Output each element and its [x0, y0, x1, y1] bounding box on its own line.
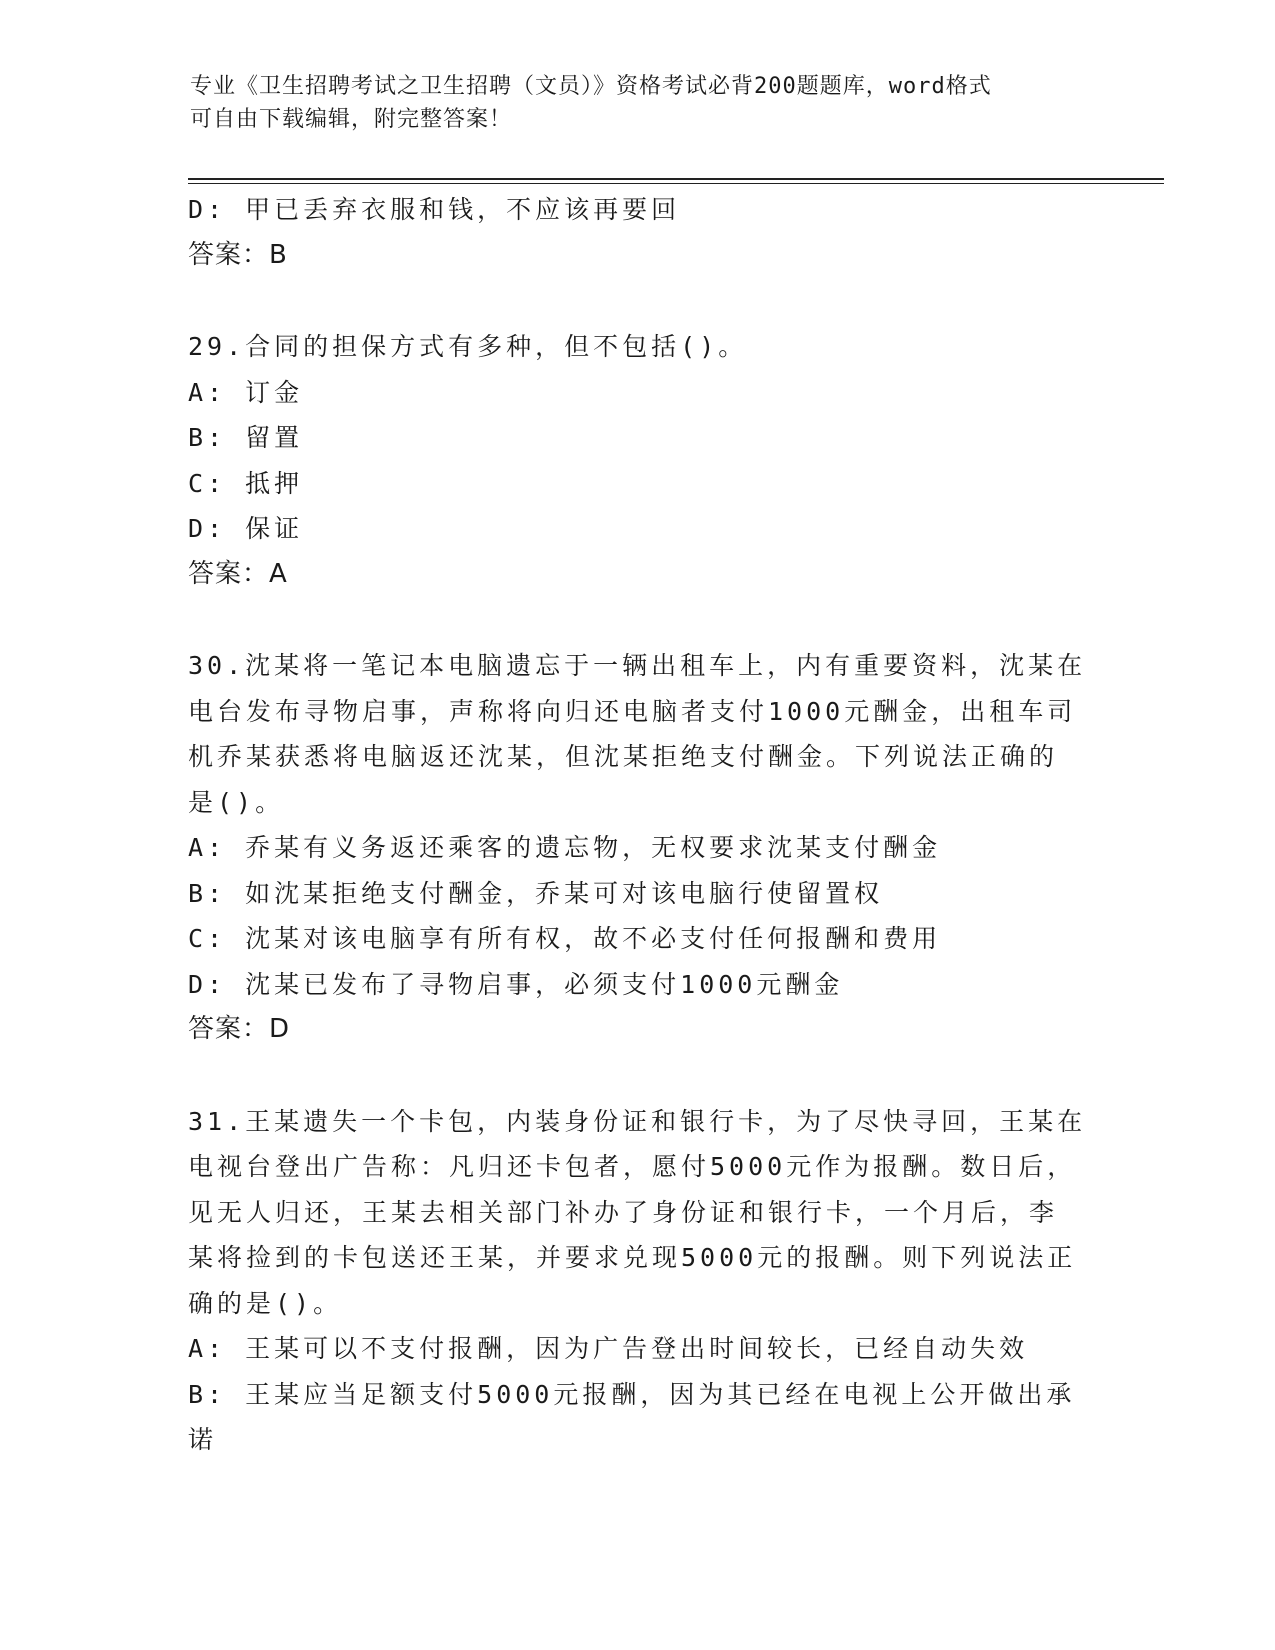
question-stem-line: 机乔某获悉将电脑返还沈某，但沈某拒绝支付酬金。下列说法正确的 — [188, 742, 1059, 771]
option-d: D: 保证 — [188, 514, 304, 543]
option-a: A: 乔某有义务返还乘客的遗忘物，无权要求沈某支付酬金 — [188, 833, 942, 862]
question-stem-line: 31.王某遗失一个卡包，内装身份证和银行卡，为了尽快寻回，王某在 — [188, 1106, 1087, 1136]
header-line-1: 专业《卫生招聘考试之卫生招聘（文员）》资格考试必背200题题库，word格式 — [190, 74, 992, 99]
document-body — [188, 187, 1088, 1463]
option-b-continued: 诺 — [188, 1425, 218, 1454]
question-stem-line: 确的是()。 — [188, 1288, 343, 1318]
header-line-2: 可自由下载编辑，附完整答案！ — [190, 107, 513, 132]
question-stem-line: 是()。 — [188, 787, 285, 817]
question-stem-line: 某将捡到的卡包送还王某，并要求兑现5000元的报酬。则下列说法正 — [188, 1243, 1077, 1272]
question-stem: 29.合同的担保方式有多种，但不包括()。 — [188, 332, 748, 361]
question-stem-line: 电台发布寻物启事，声称将向归还电脑者支付1000元酬金，出租车司 — [188, 696, 1077, 726]
prev-option-d: D: 甲已丢弃衣服和钱，不应该再要回 — [188, 195, 681, 224]
header-rule-thick — [188, 178, 1164, 180]
option-c: C: 沈某对该电脑享有所有权，故不必支付任何报酬和费用 — [188, 924, 942, 953]
question-stem-line: 30.沈某将一笔记本电脑遗忘于一辆出租车上，内有重要资料，沈某在 — [188, 651, 1087, 680]
question-stem-line: 电视台登出广告称：凡归还卡包者，愿付5000元作为报酬。数日后， — [188, 1152, 1077, 1181]
question-stem-line: 见无人归还，王某去相关部门补办了身份证和银行卡，一个月后，李 — [188, 1197, 1059, 1227]
option-b: B: 如沈某拒绝支付酬金，乔某可对该电脑行使留置权 — [188, 878, 884, 908]
option-d: D: 沈某已发布了寻物启事，必须支付1000元酬金 — [188, 969, 844, 999]
document-header — [190, 70, 1090, 136]
answer: 答案：D — [188, 1014, 291, 1044]
question-29 — [188, 324, 1088, 597]
option-c: C: 抵押 — [188, 468, 304, 498]
question-31 — [188, 1099, 1088, 1463]
option-a: A: 订金 — [188, 377, 304, 407]
option-a: A: 王某可以不支付报酬，因为广告登出时间较长，已经自动失效 — [188, 1334, 1029, 1363]
header-rule-thin — [188, 183, 1164, 184]
question-30 — [188, 643, 1088, 1053]
answer: 答案：A — [188, 558, 288, 589]
option-b: B: 留置 — [188, 423, 304, 452]
option-b: B: 王某应当足额支付5000元报酬，因为其已经在电视上公开做出承 — [188, 1379, 1076, 1409]
prev-answer: 答案：B — [188, 239, 288, 270]
